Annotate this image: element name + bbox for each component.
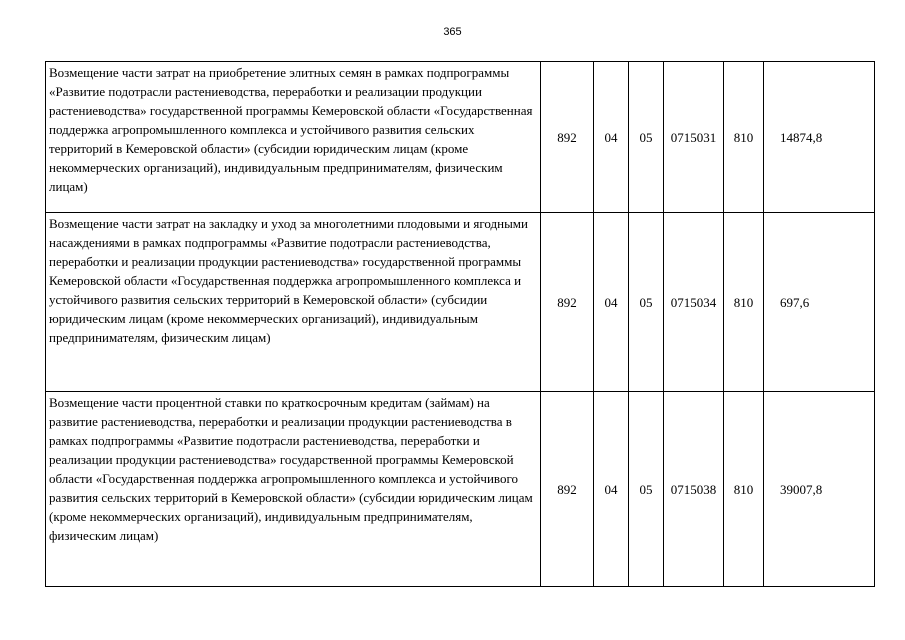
- budget-table: [45, 61, 875, 587]
- expense-type-code: 810: [724, 392, 764, 587]
- table-row: [46, 62, 875, 213]
- row-description: Возмещение части процентной ставки по краткосрочным кредитам (займам) на развитие растениеводства, переработки и реализации продукции растениеводства в рамках подпрограммы «Развитие подотрасли растениеводства, переработки и реализации продукции растениеводства» государственной программы Кемеровской области «Государственная поддержка агропромышленного комплекса и устойчивого развития сельских территорий в Кемеровской области» (субсидии юридическим лицам (кроме некоммерческих организаций), индивидуальным предпринимателям, физическим лицам): [46, 392, 541, 587]
- page-number: 365: [443, 26, 462, 38]
- section-code: 04: [594, 213, 629, 392]
- subsection-code: 05: [629, 62, 664, 213]
- subsection-code: 05: [629, 213, 664, 392]
- amount-value: 14874,8: [764, 62, 875, 213]
- target-article-code: 0715031: [664, 62, 724, 213]
- amount-value: 697,6: [764, 213, 875, 392]
- ministry-code: 892: [541, 213, 594, 392]
- amount-value: 39007,8: [764, 392, 875, 587]
- section-code: 04: [594, 62, 629, 213]
- ministry-code: 892: [541, 392, 594, 587]
- ministry-code: 892: [541, 62, 594, 213]
- table-row: [46, 213, 875, 392]
- expense-type-code: 810: [724, 62, 764, 213]
- section-code: 04: [594, 392, 629, 587]
- target-article-code: 0715038: [664, 392, 724, 587]
- row-description: Возмещение части затрат на закладку и уход за многолетними плодовыми и ягодными насаждениями в рамках подпрограммы «Развитие подотрасли растениеводства, переработки и реализации продукции растениеводства» государственной программы Кемеровской области «Государственная поддержка агропромышленного комплекса и устойчивого развития сельских территорий в Кемеровской области» (субсидии юридическим лицам (кроме некоммерческих организаций), индивидуальным предпринимателям, физическим лицам): [46, 213, 541, 392]
- row-description: Возмещение части затрат на приобретение элитных семян в рамках подпрограммы «Развитие подотрасли растениеводства, переработки и реализации продукции растениеводства» государственной программы Кемеровской области «Государственная поддержка агропромышленного комплекса и устойчивого развития сельских территорий в Кемеровской области» (субсидии юридическим лицам (кроме некоммерческих организаций), индивидуальным предпринимателям, физическим лицам): [46, 62, 541, 213]
- subsection-code: 05: [629, 392, 664, 587]
- target-article-code: 0715034: [664, 213, 724, 392]
- expense-type-code: 810: [724, 213, 764, 392]
- table-row: [46, 392, 875, 587]
